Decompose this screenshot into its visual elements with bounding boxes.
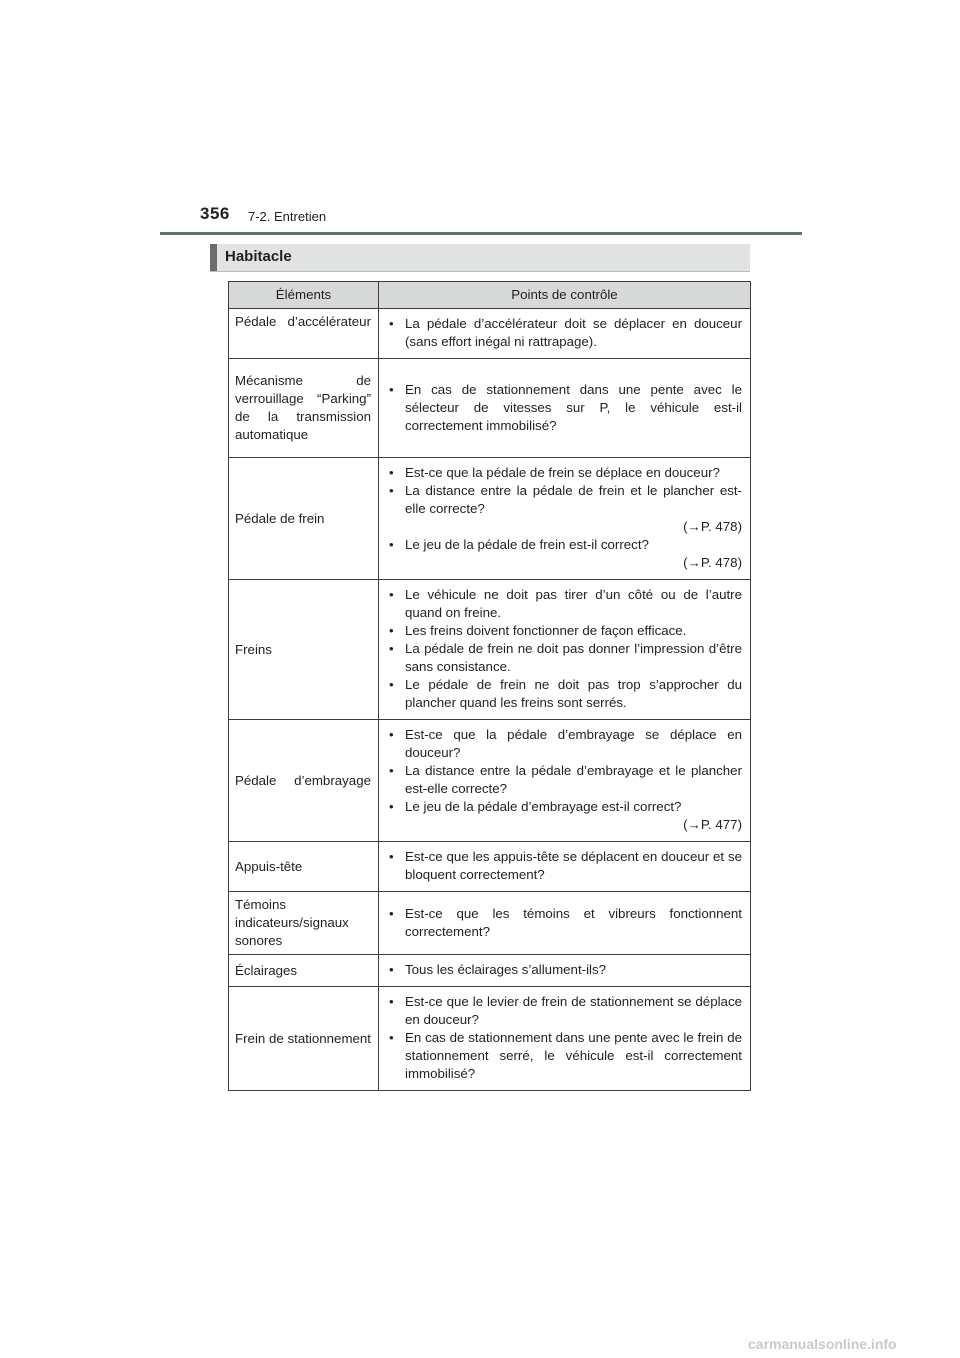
table-row [229,580,751,720]
section-accent-marker [210,244,217,271]
checkpoint-text: En cas de stationnement dans une pente avec le frein de stationnement serré, le véhicule est-il correctement immobilisé? [405,1030,742,1081]
column-header-checkpoints: Points de contrôle [379,282,751,309]
watermark: carmanualsonline.info [748,1336,897,1352]
checkpoint-text: Est-ce que la pédale d’embrayage se déplace en douceur? [405,727,742,760]
checkpoint-text: Le pédale de frein ne doit pas trop s’approcher du plancher quand les freins sont serrés. [405,677,742,710]
checkpoint-item [387,905,742,941]
item-cell: Témoins indicateurs/signaux sonores [229,892,379,955]
item-cell: Pédale d’accélérateur [229,309,379,359]
page-number: 356 [200,204,230,223]
checkpoint-list [387,464,742,572]
checkpoint-item [387,798,742,834]
checkpoint-item [387,381,742,435]
section-title: Habitacle [225,248,292,265]
column-header-items: Éléments [229,282,379,309]
checkpoints-cell [379,892,751,955]
checkpoint-list [387,905,742,941]
checkpoint-list [387,726,742,834]
item-cell: Freins [229,580,379,720]
checkpoint-item [387,848,742,884]
checkpoint-item [387,622,742,640]
checkpoint-text: Le véhicule ne doit pas tirer d’un côté ou de l’autre quand on freine. [405,587,742,620]
checkpoint-list [387,586,742,712]
table-row [229,309,751,359]
table-row [229,892,751,955]
checkpoint-item [387,1029,742,1083]
checkpoint-text: La pédale d’accélérateur doit se déplacer en douceur (sans effort inégal ni rattrapage). [405,316,742,349]
checkpoint-text: Est-ce que les témoins et vibreurs fonctionnent correctement? [405,905,742,939]
checkpoints-cell [379,309,751,359]
item-cell: Appuis-tête [229,842,379,892]
item-cell: Frein de stationnement [229,987,379,1091]
table-row [229,359,751,458]
checkpoint-list [387,961,742,979]
checkpoint-text: Est-ce que le levier de frein de stationnement se déplace en douceur? [405,994,742,1027]
checkpoint-text: Le jeu de la pédale d’embrayage est-il correct? [405,799,682,814]
checkpoint-item [387,482,742,536]
table-row [229,458,751,580]
checkpoint-item [387,676,742,712]
inspection-table [228,281,751,1091]
checkpoint-text: En cas de stationnement dans une pente avec le sélecteur de vitesses sur P, le véhicule est-il correctement immobilisé? [405,381,742,433]
checkpoint-item [387,586,742,622]
checkpoint-list [387,848,742,884]
table-row [229,955,751,987]
checkpoints-cell [379,580,751,720]
checkpoints-cell [379,359,751,458]
checkpoint-text: La pédale de frein ne doit pas donner l’impression d’être sans consistance. [405,641,742,674]
checkpoint-text: Tous les éclairages s’allument-ils? [405,962,607,977]
checkpoint-item [387,640,742,676]
page-reference-link[interactable]: (→P. 478) [683,519,742,534]
checkpoints-cell [379,458,751,580]
checkpoint-list [387,381,742,435]
checkpoint-item [387,536,742,572]
table-body [229,309,751,1091]
checkpoint-item [387,726,742,762]
table-header-row [229,282,751,309]
checkpoint-text: La distance entre la pédale d’embrayage et le plancher est-elle correcte? [405,763,742,796]
checkpoint-item [387,961,742,979]
checkpoint-text: Est-ce que la pédale de frein se déplace en douceur? [405,465,720,480]
checkpoint-text: Les freins doivent fonctionner de façon efficace. [405,623,687,638]
checkpoint-list [387,993,742,1083]
checkpoint-text: La distance entre la pédale de frein et le plancher est-elle correcte? [405,483,742,516]
page-reference-link[interactable]: (→P. 477) [683,817,742,832]
chapter-label: 7-2. Entretien [248,209,327,224]
table-row [229,720,751,842]
item-cell: Éclairages [229,955,379,987]
item-cell: Mécanisme de verrouillage “Parking” de la transmission automatique [229,359,379,458]
checkpoint-item [387,762,742,798]
checkpoints-cell [379,720,751,842]
checkpoints-cell [379,987,751,1091]
checkpoints-cell [379,955,751,987]
checkpoint-text: Est-ce que les appuis-tête se déplacent en douceur et se bloquent correctement? [405,849,742,882]
checkpoint-list [387,315,742,351]
item-cell: Pédale d’embrayage [229,720,379,842]
checkpoint-item [387,993,742,1029]
checkpoint-item [387,464,742,482]
checkpoint-text: Le jeu de la pédale de frein est-il correct? [405,537,649,552]
page-reference-link[interactable]: (→P. 478) [683,555,742,570]
table-row [229,987,751,1091]
table-row [229,842,751,892]
section-heading-bar [210,244,750,272]
header-divider [160,232,802,235]
checkpoints-cell [379,842,751,892]
item-cell: Pédale de frein [229,458,379,580]
checkpoint-item [387,315,742,351]
